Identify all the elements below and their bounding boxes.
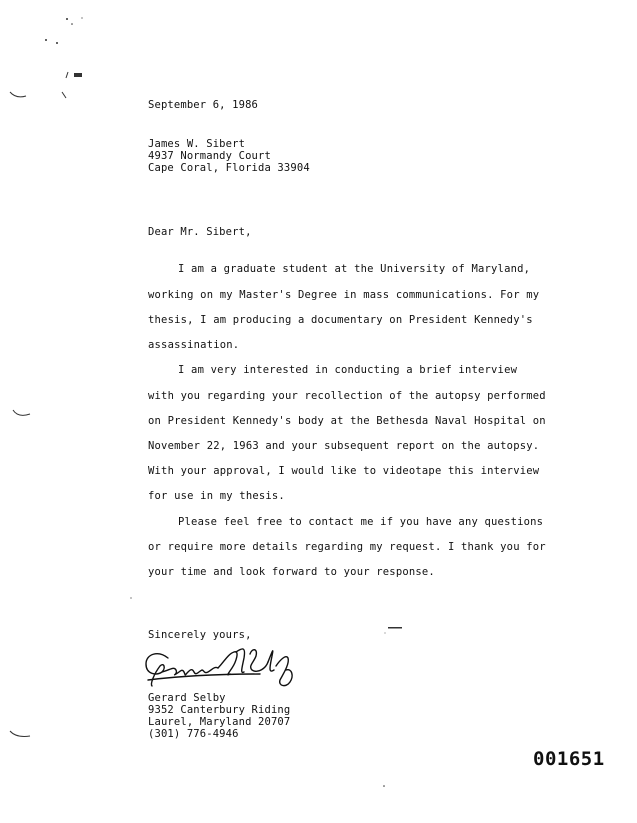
recipient-name: James W. Sibert bbox=[148, 138, 246, 150]
body-line: Please feel free to contact me if you have any questions bbox=[178, 516, 544, 528]
closing: Sincerely yours, bbox=[148, 629, 252, 641]
body-line: on President Kennedy's body at the Bethesda Naval Hospital on bbox=[148, 415, 546, 427]
sender-street: 9352 Canterbury Riding bbox=[148, 704, 291, 716]
body-line: working on my Master's Degree in mass communications. For my bbox=[148, 289, 540, 301]
body-line: your time and look forward to your response. bbox=[148, 566, 435, 578]
letter-date: September 6, 1986 bbox=[148, 99, 259, 111]
recipient-city: Cape Coral, Florida 33904 bbox=[148, 162, 310, 174]
recipient-street: 4937 Normandy Court bbox=[148, 150, 271, 162]
body-line: I am a graduate student at the University of Maryland, bbox=[178, 263, 531, 275]
sender-name: Gerard Selby bbox=[148, 692, 226, 704]
document-number: 001651 bbox=[533, 748, 605, 770]
body-line: or require more details regarding my request. I thank you for bbox=[148, 541, 546, 553]
body-line: with you regarding your recollection of the autopsy performed bbox=[148, 390, 546, 402]
body-line: With your approval, I would like to videotape this interview bbox=[148, 465, 540, 477]
body-line: November 22, 1963 and your subsequent report on the autopsy. bbox=[148, 440, 540, 452]
body-line: assassination. bbox=[148, 339, 240, 351]
body-line: for use in my thesis. bbox=[148, 490, 285, 502]
body-line: thesis, I am producing a documentary on President Kennedy's bbox=[148, 314, 533, 326]
sender-city: Laurel, Maryland 20707 bbox=[148, 716, 291, 728]
salutation: Dear Mr. Sibert, bbox=[148, 226, 252, 238]
sender-phone: (301) 776-4946 bbox=[148, 728, 239, 740]
body-line: I am very interested in conducting a brief interview bbox=[178, 364, 518, 376]
signature bbox=[140, 640, 310, 690]
